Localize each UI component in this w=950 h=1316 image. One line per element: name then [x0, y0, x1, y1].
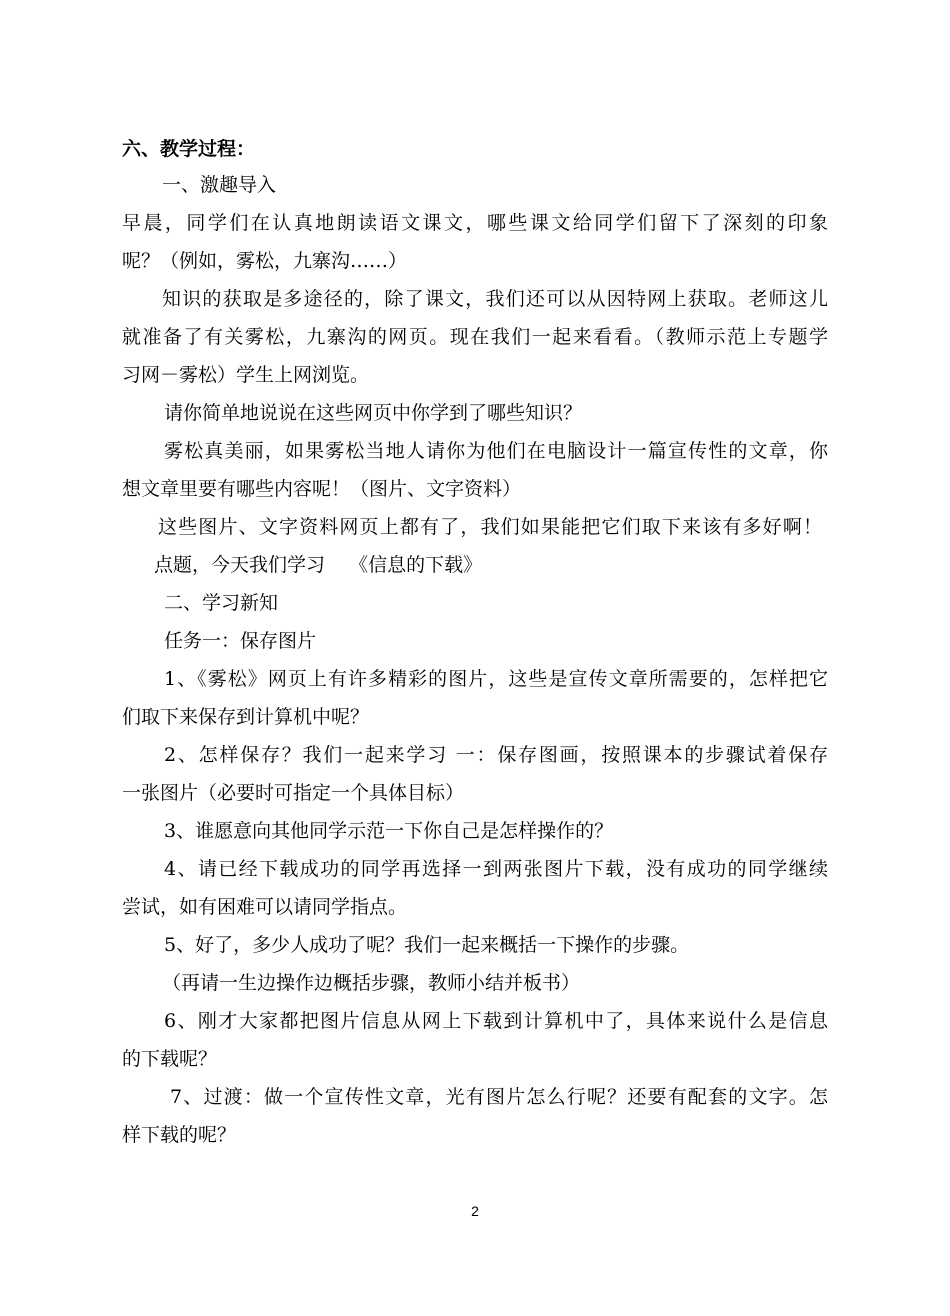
text-line: 尝试，如有困难可以请同学指点。: [122, 896, 408, 918]
text-line: 点题，今天我们学习 《信息的下载》: [154, 554, 483, 576]
text-line: 2、怎样保存？我们一起来学习 一：保存图画，按照课本的步骤试着保存: [164, 744, 828, 766]
text-line: 的下载呢？: [122, 1048, 218, 1070]
text-line: 就准备了有关雾松，九寨沟的网页。现在我们一起来看看。（教师示范上专题学: [122, 326, 828, 348]
text-line: 呢？（例如，雾松，九寨沟……）: [122, 250, 408, 272]
text-line: 6、刚才大家都把图片信息从网上下载到计算机中了，具体来说什么是信息: [164, 1010, 828, 1032]
text-line: 请你简单地说说在这些网页中你学到了哪些知识？: [164, 402, 583, 424]
text-line: 早晨，同学们在认真地朗读语文课文，哪些课文给同学们留下了深刻的印象: [122, 212, 828, 234]
text-line: 想文章里要有哪些内容呢！（图片、文字资料）: [122, 478, 522, 500]
text-line: 7、过渡：做一个宣传性文章，光有图片怎么行呢？还要有配套的文字。怎: [170, 1086, 828, 1108]
text-line: 1、《雾松》网页上有许多精彩的图片，这些是宣传文章所需要的，怎样把它: [164, 668, 828, 690]
text-line: 习网－雾松）学生上网浏览。: [122, 364, 370, 386]
text-line: 们取下来保存到计算机中呢？: [122, 706, 370, 728]
text-line: 一张图片（必要时可指定一个具体目标）: [122, 782, 465, 804]
text-line: 一、激趣导入: [162, 174, 277, 196]
text-line: 5、好了，多少人成功了呢？我们一起来概括一下操作的步骤。: [164, 934, 690, 956]
text-line: 3、谁愿意向其他同学示范一下你自己是怎样操作的？: [164, 820, 614, 842]
text-line: 雾松真美丽，如果雾松当地人请你为他们在电脑设计一篇宣传性的文章，你: [164, 440, 828, 462]
text-line: 4、请已经下载成功的同学再选择一到两张图片下载，没有成功的同学继续: [164, 858, 828, 880]
section-heading: 六、教学过程：: [122, 138, 256, 160]
text-line: 样下载的呢？: [122, 1124, 237, 1146]
page-number: 2: [471, 1203, 479, 1219]
text-line: 这些图片、文字资料网页上都有了，我们如果能把它们取下来该有多好啊！: [158, 516, 822, 538]
text-line: 二、学习新知: [164, 592, 279, 614]
text-line: （再请一生边操作边概括步骤，教师小结并板书）: [162, 972, 581, 994]
text-line: 任务一：保存图片: [164, 630, 317, 652]
text-line: 知识的获取是多途径的，除了课文，我们还可以从因特网上获取。老师这儿: [162, 288, 828, 310]
